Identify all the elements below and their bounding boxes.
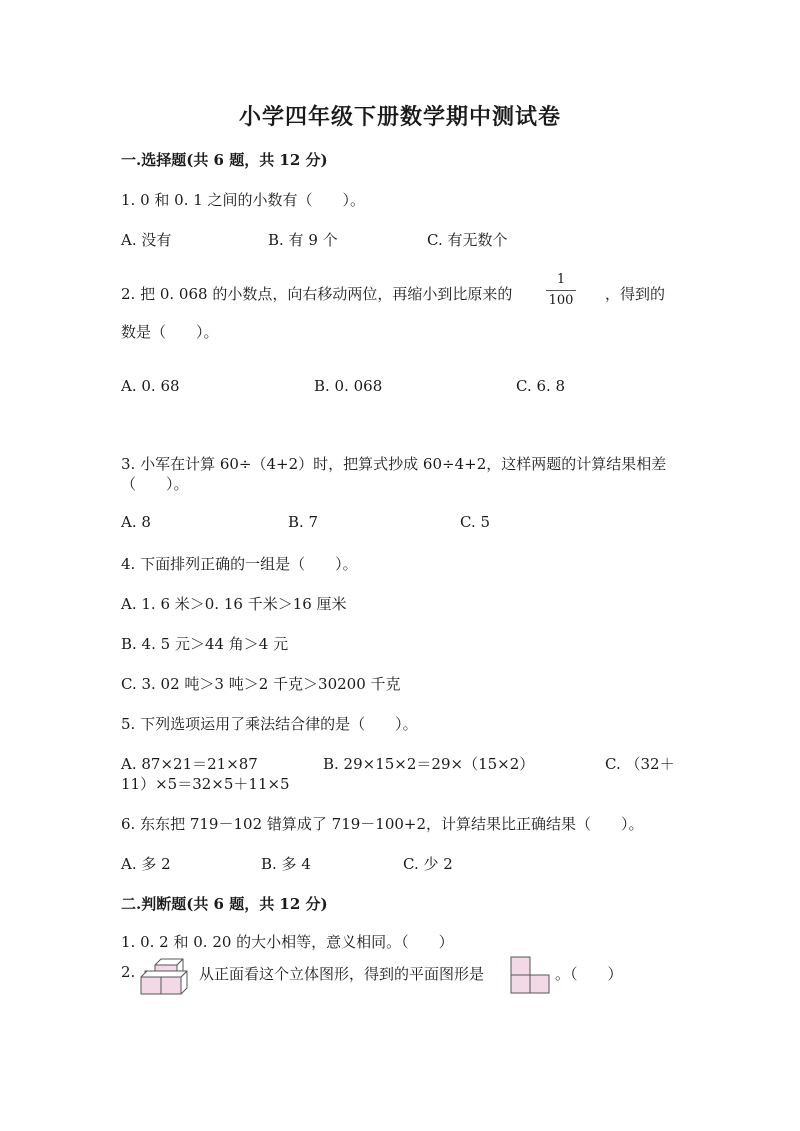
question-3-option-a: A. 8 [121, 513, 151, 531]
fraction-numerator: 1 [556, 272, 566, 287]
question-6-option-a: A. 多 2 [121, 855, 171, 873]
question-2-option-b: B. 0. 068 [314, 377, 383, 395]
question-3-text: 3. 小军在计算 60÷（4+2）时，把算式抄成 60÷4+2，这样两题的计算结果相差 [121, 455, 667, 473]
bottom-cube-right-front-face [161, 977, 181, 994]
fraction-one-hundredth [546, 272, 576, 309]
question-2-option-c: C. 6. 8 [516, 377, 566, 395]
judgment-1-text: 1. 0. 2 和 0. 20 的大小相等，意义相同。（ ） [121, 933, 454, 951]
question-2-option-a: A. 0. 68 [121, 377, 180, 395]
bottom-row-top-edge [141, 971, 187, 977]
question-2-text-after: ，得到的 [605, 285, 666, 303]
question-4-text: 4. 下面排列正确的一组是（ ）。 [121, 555, 358, 573]
question-5-option-a: A. 87×21＝21×87 [121, 755, 258, 773]
page-title: 小学四年级下册数学期中测试卷 [238, 104, 561, 130]
question-3-option-b: B. 7 [288, 513, 319, 531]
question-3-text-line2: （ ）。 [121, 475, 189, 493]
question-1-text: 1. 0 和 0. 1 之间的小数有（ ）。 [121, 191, 366, 209]
front-view-figure [509, 955, 553, 995]
question-4-option-b: B. 4. 5 元＞44 角＞4 元 [121, 635, 289, 653]
section-heading-choice: 一.选择题(共 6 题，共 12 分) [121, 151, 328, 169]
cube-stack-figure [139, 957, 191, 997]
fraction-denominator: 100 [548, 293, 574, 308]
front-view-top-square [511, 957, 530, 975]
bottom-cube-left-front-face [141, 977, 161, 994]
question-5-option-c-continued: 11）×5＝32×5＋11×5 [121, 775, 290, 793]
section-heading-judgment: 二.判断题(共 6 题，共 12 分) [121, 895, 328, 913]
front-view-bottom-right-square [530, 975, 549, 993]
judgment-2-text-end: 。（ ） [555, 965, 623, 983]
front-view-bottom-left-square [511, 975, 530, 993]
question-4-option-a: A. 1. 6 米＞0. 16 千米＞16 厘米 [121, 595, 347, 613]
question-3-option-c: C. 5 [460, 513, 491, 531]
question-5-option-c: C. （32＋ [605, 755, 675, 773]
question-6-text: 6. 东东把 719－102 错算成了 719－100+2，计算结果比正确结果（ ）。 [121, 815, 644, 833]
judgment-2-number: 2. [121, 963, 136, 981]
question-5-text: 5. 下列选项运用了乘法结合律的是（ ）。 [121, 715, 418, 733]
question-6-option-c: C. 少 2 [403, 855, 453, 873]
question-1-option-b: B. 有 9 个 [268, 231, 338, 249]
question-1-option-c: C. 有无数个 [427, 231, 508, 249]
fraction-bar [546, 290, 576, 291]
question-6-option-b: B. 多 4 [261, 855, 311, 873]
question-1-option-a: A. 没有 [121, 231, 172, 249]
question-2-text: 2. 把 0. 068 的小数点，向右移动两位，再缩小到比原来的 [121, 285, 513, 303]
question-5-option-b: B. 29×15×2＝29×（15×2） [323, 755, 535, 773]
judgment-2-text: 从正面看这个立体图形，得到的平面图形是 [199, 965, 485, 983]
question-2-text-line2: 数是（ ）。 [121, 323, 219, 341]
question-4-option-c: C. 3. 02 吨＞3 吨＞2 千克＞30200 千克 [121, 675, 401, 693]
